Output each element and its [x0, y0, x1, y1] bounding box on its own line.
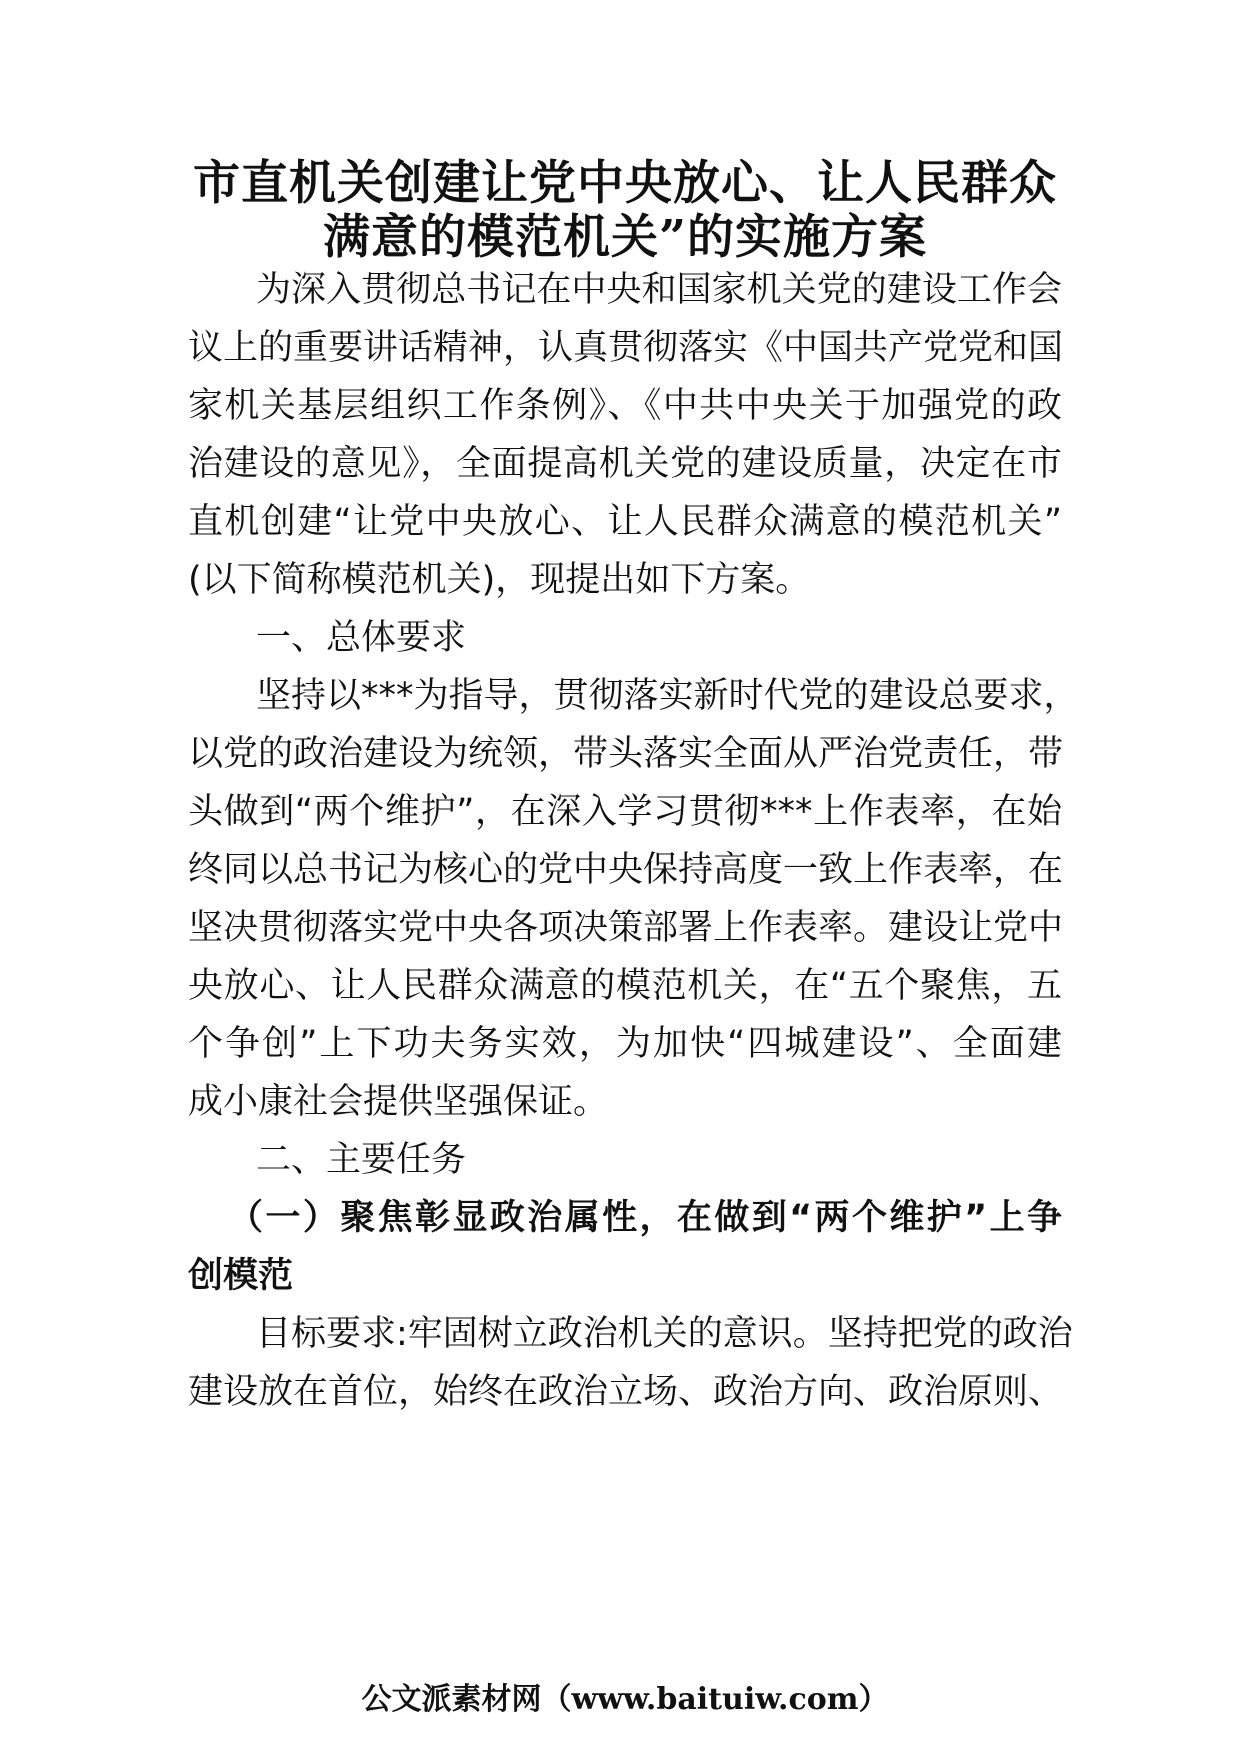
intro-paragraph-line: 治建设的意见》，全面提高机关党的建设质量，决定在市: [188, 444, 1062, 484]
subsection-heading-line: （一）聚焦彰显政治属性，在做到“两个维护”上争: [228, 1198, 1062, 1238]
section1-paragraph-line: 成小康社会提供坚强保证。: [188, 1082, 609, 1122]
section1-paragraph-line: 坚决贯彻落实党中央各项决策部署上作表率。建设让党中: [188, 908, 1064, 948]
intro-paragraph-line: 为深入贯彻总书记在中央和国家机关党的建设工作会: [256, 270, 1062, 310]
intro-paragraph-line: (以下简称模范机关)，现提出如下方案。: [188, 560, 811, 600]
subsection1-paragraph-line: 目标要求:牢固树立政治机关的意识。坚持把党的政治: [256, 1314, 1073, 1354]
section-heading-main-tasks: 二、主要任务: [256, 1140, 467, 1180]
section-heading-general-requirements: 一、总体要求: [256, 618, 467, 658]
subsection-heading-line: 创模范: [188, 1256, 294, 1296]
watermark-footer: 公文派素材网（www.baituiw.com）: [361, 1682, 889, 1717]
document-title-line-1: 市直机关创建让党中央放心、让人民群众: [193, 156, 1057, 211]
section1-paragraph-line: 坚持以***为指导，贯彻落实新时代党的建设总要求，: [256, 676, 1079, 716]
intro-paragraph-line: 家机关基层组织工作条例》、《中共中央关于加强党的政: [188, 386, 1062, 426]
section1-paragraph-line: 个争创”上下功夫务实效，为加快“四城建设”、全面建: [188, 1024, 1062, 1064]
subsection1-paragraph-line: 建设放在首位，始终在政治立场、政治方向、政治原则、: [188, 1372, 1064, 1412]
section1-paragraph-line: 以党的政治建设为统领，带头落实全面从严治党责任，带: [188, 734, 1064, 774]
section1-paragraph-line: 央放心、让人民群众满意的模范机关，在“五个聚焦，五: [188, 966, 1062, 1006]
section1-paragraph-line: 终同以总书记为核心的党中央保持高度一致上作表率，在: [188, 850, 1064, 890]
document-title-line-2: 满意的模范机关”的实施方案: [322, 210, 928, 265]
section1-paragraph-line: 头做到“两个维护”，在深入学习贯彻***上作表率，在始: [188, 792, 1062, 832]
intro-paragraph-line: 议上的重要讲话精神，认真贯彻落实《中国共产党党和国: [188, 328, 1064, 368]
intro-paragraph-line: 直机创建“让党中央放心、让人民群众满意的模范机关”: [188, 502, 1062, 542]
